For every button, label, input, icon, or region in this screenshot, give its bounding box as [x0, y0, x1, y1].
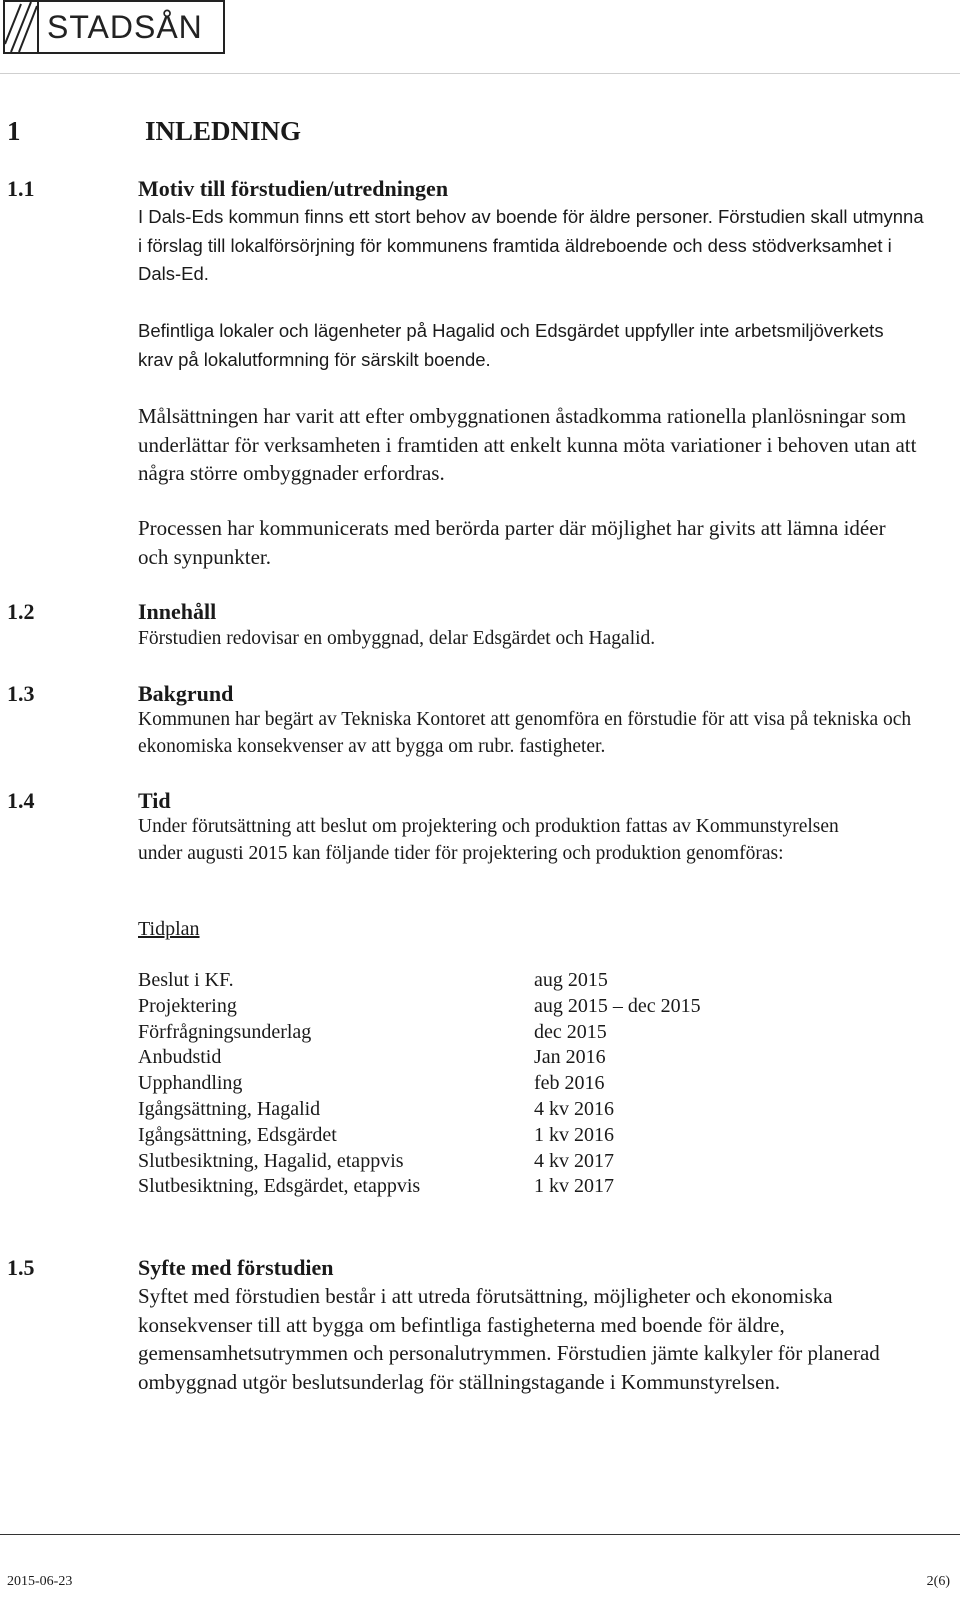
section-number: 1.4 [7, 788, 35, 813]
schedule-time: 1 kv 2016 [534, 1123, 614, 1146]
section-title: Tid [138, 788, 171, 813]
section-paragraph: I Dals-Eds kommun finns ett stort behov av boende för äldre personer. Förstudien skall utmynna i förslag till lokalförsörjning för kommunens framtida äldreboende och dess stödverksamhet i Dals-Ed. [138, 206, 924, 284]
schedule-activity: Förfrågningsunderlag [138, 1020, 312, 1043]
section-number: 1.3 [7, 681, 35, 706]
section-paragraph: Under förutsättning att beslut om projektering och produktion fattas av Kommunstyrelsen under augusti 2015 kan följande tider för projektering och produktion genomföras: [138, 816, 839, 864]
section-paragraph: Förstudien redovisar en ombyggnad, delar Edsgärdet och Hagalid. [138, 628, 656, 649]
logo-mark-icon [3, 0, 39, 54]
schedule-time: aug 2015 – dec 2015 [534, 994, 701, 1017]
section-paragraph: Befintliga lokaler och lägenheter på Hagalid och Edsgärdet uppfyller inte arbetsmiljöverkets krav på lokalutformning för särskilt boende. [138, 320, 884, 370]
footer-date: 2015-06-23 [7, 1574, 73, 1589]
section-title: Bakgrund [138, 681, 234, 706]
section-number: 1.2 [7, 599, 35, 624]
section-paragraph: Processen har kommunicerats med berörda parter där möjlighet har givits att lämna idéer och synpunkter. [138, 516, 886, 569]
section-number: 1.1 [7, 176, 35, 201]
section-title: Innehåll [138, 599, 217, 624]
schedule-time: 4 kv 2017 [534, 1149, 614, 1172]
schedule-activity: Projektering [138, 994, 237, 1017]
schedule-time: dec 2015 [534, 1020, 607, 1043]
schedule-activity: Slutbesiktning, Edsgärdet, etappvis [138, 1175, 421, 1198]
schedule-activity: Anbudstid [138, 1046, 222, 1069]
schedule-activity: Upphandling [138, 1072, 243, 1095]
section-title: Syfte med förstudien [138, 1255, 334, 1280]
schedule-time: feb 2016 [534, 1072, 605, 1095]
section-paragraph: Kommunen har begärt av Tekniska Kontoret att genomföra en förstudie för att visa på tekniska och ekonomiska konsekvenser av att bygga om rubr. fastigheter. [138, 709, 912, 757]
page-number: 2(6) [926, 1574, 950, 1589]
section-number: 1.5 [7, 1255, 35, 1280]
schedule-activity: Igångsättning, Hagalid [138, 1097, 321, 1120]
schedule-activity: Beslut i KF. [138, 969, 234, 991]
schedule-activity: Igångsättning, Edsgärdet [138, 1123, 337, 1146]
schedule-activity: Slutbesiktning, Hagalid, etappvis [138, 1149, 404, 1172]
schedule-time: aug 2015 [534, 969, 608, 991]
schedule-time: 1 kv 2017 [534, 1175, 614, 1198]
section-paragraph: Målsättningen har varit att efter ombyggnationen åstadkomma rationella planlösningar som underlättar för verksamheten i framtiden att enkelt kunna möta variationer i behoven utan att några större ombyggnader erfordras. [138, 404, 917, 485]
chapter-number: 1 [7, 116, 21, 146]
footer-divider [0, 1534, 960, 1535]
section-paragraph: Syftet med förstudien består i att utreda förutsättning, möjligheter och ekonomiska konsekvenser till att bygga om befintliga fastigheterna med boende för äldre, gemensamhetsutrymmen och personalutrymmen. Förstudien jämte kalkyler för planerad ombyggnad utgör beslutsunderlag för ställningstagande i Kommunstyrelsen. [138, 1284, 880, 1394]
header-divider [0, 73, 960, 74]
section-title: Motiv till förstudien/utredningen [138, 176, 449, 201]
logo-wordmark: STADSÅN [39, 0, 225, 54]
chapter-title: INLEDNING [145, 116, 302, 146]
schedule-time: Jan 2016 [534, 1046, 606, 1069]
schedule-time: 4 kv 2016 [534, 1097, 614, 1120]
schedule-heading: Tidplan [138, 918, 200, 940]
company-logo [3, 0, 225, 56]
